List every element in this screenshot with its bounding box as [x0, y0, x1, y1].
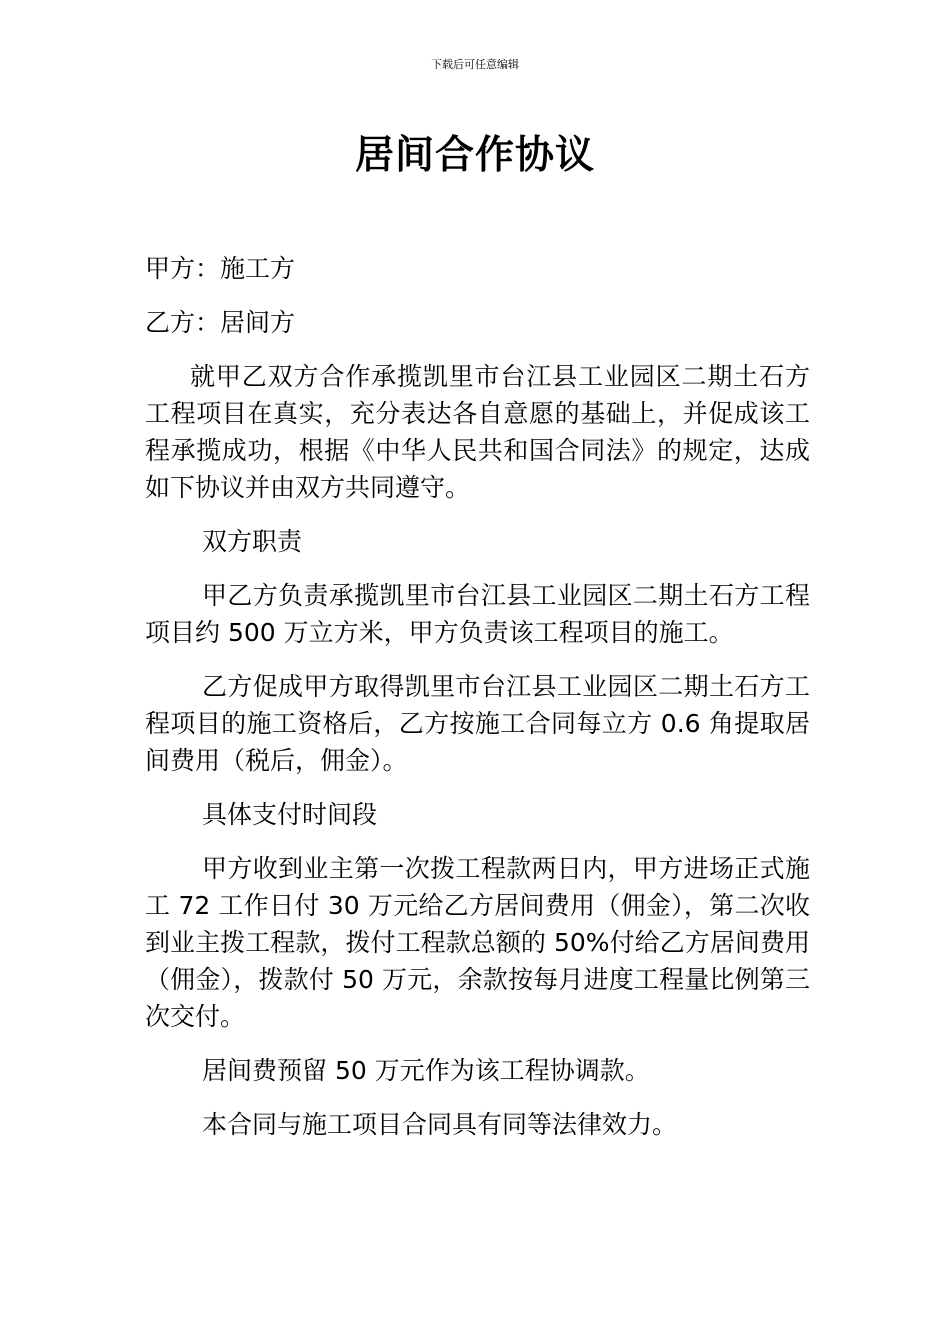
duties-paragraph-1: 甲乙方负责承揽凯里市台江县工业园区二期土石方工程项目约 500 万立方米，甲方负责该工程项目的施工。 — [145, 581, 810, 647]
validity-paragraph: 本合同与施工项目合同具有同等法律效力。 — [202, 1110, 678, 1139]
document-title: 居间合作协议 — [354, 133, 595, 178]
section-heading-payment: 具体支付时间段 — [202, 800, 378, 829]
header-note: 下载后可任意编辑 — [431, 58, 519, 71]
payment-paragraph: 甲方收到业主第一次拨工程款两日内，甲方进场正式施工 72 工作日付 30 万元给乙方居间费用（佣金），第二次收到业主拨工程款，拨付工程款总额的 50%付给乙方居间费用（佣金），拨款付 50 万元，余款按每月进度工程量比例第三次交付。 — [145, 854, 810, 1031]
party-b-line: 乙方：居间方 — [145, 308, 296, 337]
intro-paragraph: 就甲乙双方合作承揽凯里市台江县工业园区二期土石方工程项目在真实，充分表达各自意愿的基础上，并促成该工程承揽成功，根据《中华人民共和国合同法》的规定，达成如下协议并由双方共同遵守。 — [145, 362, 810, 502]
document-body — [145, 250, 810, 1160]
section-heading-duties: 双方职责 — [202, 527, 303, 556]
reserve-paragraph: 居间费预留 50 万元作为该工程协调款。 — [202, 1056, 650, 1085]
party-a-line: 甲方：施工方 — [145, 254, 296, 283]
duties-paragraph-2: 乙方促成甲方取得凯里市台江县工业园区二期土石方工程项目的施工资格后，乙方按施工合同每立方 0.6 角提取居间费用（税后，佣金）。 — [145, 672, 810, 775]
